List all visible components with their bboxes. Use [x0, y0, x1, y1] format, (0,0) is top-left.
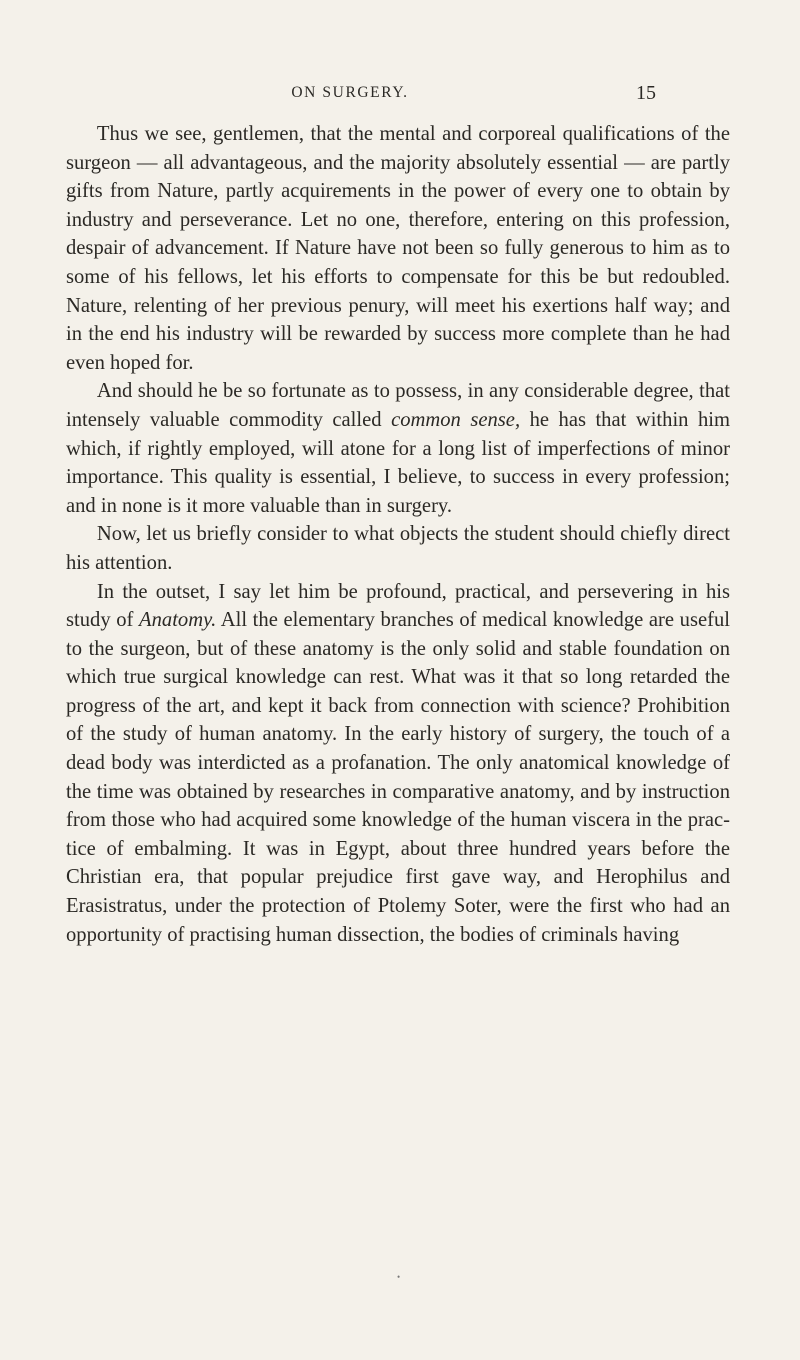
- paragraph-4-emphasis: Anatomy.: [139, 609, 217, 632]
- page-ornament: •: [397, 1272, 401, 1282]
- paragraph-1: Thus we see, gentlemen, that the mental and corporeal qualifications of the surgeon — all advantageous, and the majority absolutely essential — are partly gifts from Nature, partly acquirements in the power of every one to obtain by industry and perseverance. Let no one, therefore, entering on this profession, despair of advancement. If Nature have not been so fully generous to him as to some of his fellows, let his efforts to compensate for this be but redoubled. Nature, relenting of her previous penury, will meet his exertions half way; and in the end his industry will be rewarded by success more complete than he had even hoped for.: [66, 123, 730, 374]
- paragraph-2-text-b: he has that within him which, if rightly employed, will atone for a long list of imperfections of minor importance. This quality is essential, I believe, to success in every profession; and in none is it more valuable than in surgery.: [66, 408, 730, 517]
- page-header: [0, 82, 800, 110]
- paragraph-2-emphasis: common sense,: [391, 408, 521, 431]
- paragraph-4: [66, 578, 730, 950]
- paragraph-4-text-b: All the elementary branches of medical knowledge are useful to the surgeon, but of these anatomy is the only solid and stable foundation on which true surgical knowledge can rest. What was it that so long retarded the progress of the art, and kept it back from connection with science? Prohibition of the study of human anatomy. In the early history of surgery, the touch of a dead body was interdicted as a profanation. The only anatomical knowledge of the time was obtained by researches in comparative anatomy, and by instruction from those who had acquired some knowledge of the human viscera in the practice of embalming. It was in Egypt, about three hundred years before the Christian era, that popular prejudice first gave way, and Herophilus and Erasistratus, under the protection of Ptolemy Soter, were the first who had an opportunity of practising human dissection, the bodies of criminals having: [66, 609, 731, 946]
- paragraph-2: [66, 377, 730, 520]
- page-number: 15: [636, 82, 656, 104]
- paragraph-3: Now, let us briefly consider to what objects the student should chiefly direct his attention.: [66, 523, 730, 574]
- body-text: [66, 120, 730, 949]
- paragraph-4-text-a: In the outset, I say let him be profound, practical, and persevering in his study of: [66, 580, 730, 632]
- running-head: ON SURGERY.: [291, 84, 409, 101]
- paragraph-2-text-a: And should he be so fortunate as to possess, in any considerable degree, that intensely valuable commodity called: [66, 380, 730, 431]
